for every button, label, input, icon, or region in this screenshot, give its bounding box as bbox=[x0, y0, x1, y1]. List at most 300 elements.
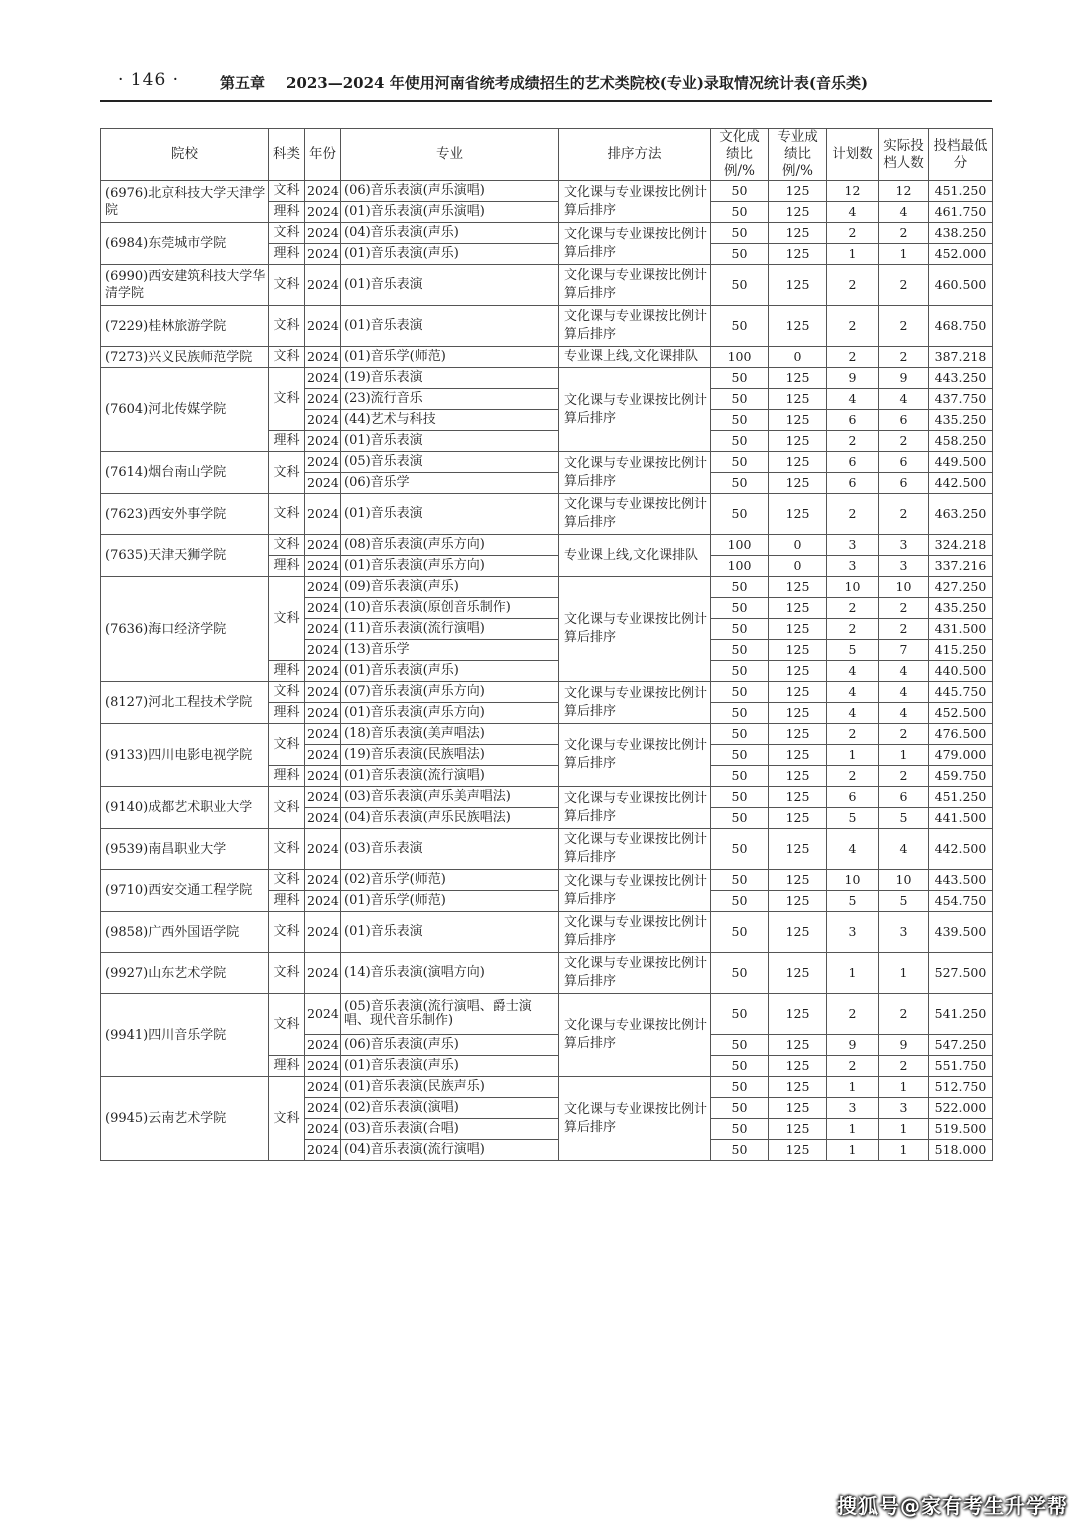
culture-ratio-cell: 50 bbox=[711, 682, 769, 703]
table-row bbox=[101, 368, 993, 389]
major-ratio-cell: 125 bbox=[769, 1098, 827, 1119]
year-cell: 2024 bbox=[305, 202, 341, 223]
subject-cell: 理科 bbox=[269, 431, 305, 452]
actual-count-cell: 4 bbox=[879, 703, 929, 724]
year-cell: 2024 bbox=[305, 953, 341, 994]
culture-ratio-cell: 50 bbox=[711, 953, 769, 994]
major-ratio-cell: 125 bbox=[769, 766, 827, 787]
major-ratio-cell: 125 bbox=[769, 994, 827, 1035]
plan-count-cell: 4 bbox=[827, 703, 879, 724]
year-cell: 2024 bbox=[305, 535, 341, 556]
plan-count-cell: 4 bbox=[827, 682, 879, 703]
major-cell: (01)音乐表演(声乐方向) bbox=[341, 703, 559, 724]
subject-cell: 文科 bbox=[269, 1077, 305, 1161]
year-cell: 2024 bbox=[305, 703, 341, 724]
plan-count-cell: 1 bbox=[827, 1140, 879, 1161]
major-cell: (03)音乐表演 bbox=[341, 829, 559, 870]
subject-cell: 文科 bbox=[269, 953, 305, 994]
actual-count-cell: 6 bbox=[879, 787, 929, 808]
min-score-cell: 435.250 bbox=[929, 598, 993, 619]
sort-method-cell: 文化课与专业课按比例计算后排序 bbox=[559, 306, 711, 347]
major-ratio-cell: 125 bbox=[769, 1119, 827, 1140]
year-cell: 2024 bbox=[305, 389, 341, 410]
major-ratio-cell: 125 bbox=[769, 598, 827, 619]
major-cell: (05)音乐表演(流行演唱、爵士演唱、现代音乐制作) bbox=[341, 994, 559, 1035]
actual-count-cell: 4 bbox=[879, 661, 929, 682]
major-ratio-cell: 125 bbox=[769, 787, 827, 808]
major-cell: (01)音乐表演(声乐演唱) bbox=[341, 202, 559, 223]
subject-cell: 文科 bbox=[269, 181, 305, 202]
culture-ratio-cell: 50 bbox=[711, 891, 769, 912]
actual-count-cell: 1 bbox=[879, 1077, 929, 1098]
culture-ratio-cell: 50 bbox=[711, 787, 769, 808]
page-number: · 146 · bbox=[118, 70, 180, 90]
plan-count-cell: 9 bbox=[827, 368, 879, 389]
min-score-cell: 435.250 bbox=[929, 410, 993, 431]
plan-count-cell: 3 bbox=[827, 912, 879, 953]
actual-count-cell: 2 bbox=[879, 494, 929, 535]
year-cell: 2024 bbox=[305, 1119, 341, 1140]
sort-method-cell: 文化课与专业课按比例计算后排序 bbox=[559, 265, 711, 306]
year-cell: 2024 bbox=[305, 1098, 341, 1119]
major-cell: (01)音乐学(师范) bbox=[341, 891, 559, 912]
min-score-cell: 387.218 bbox=[929, 347, 993, 368]
major-ratio-cell: 125 bbox=[769, 891, 827, 912]
culture-ratio-cell: 50 bbox=[711, 1056, 769, 1077]
plan-count-cell: 3 bbox=[827, 535, 879, 556]
culture-ratio-cell: 50 bbox=[711, 223, 769, 244]
major-ratio-cell: 125 bbox=[769, 808, 827, 829]
major-cell: (01)音乐表演(民族声乐) bbox=[341, 1077, 559, 1098]
major-cell: (01)音乐表演(声乐方向) bbox=[341, 556, 559, 577]
watermark-text: 搜狐号@家有考生升学帮 bbox=[837, 1494, 1068, 1518]
culture-ratio-cell: 50 bbox=[711, 703, 769, 724]
plan-count-cell: 2 bbox=[827, 1056, 879, 1077]
year-cell: 2024 bbox=[305, 1035, 341, 1056]
subject-cell: 文科 bbox=[269, 870, 305, 891]
plan-count-cell: 4 bbox=[827, 202, 879, 223]
min-score-cell: 451.250 bbox=[929, 181, 993, 202]
actual-count-cell: 1 bbox=[879, 1140, 929, 1161]
subject-cell: 文科 bbox=[269, 452, 305, 494]
year-cell: 2024 bbox=[305, 829, 341, 870]
major-ratio-cell: 125 bbox=[769, 202, 827, 223]
sort-method-cell: 文化课与专业课按比例计算后排序 bbox=[559, 994, 711, 1077]
min-score-cell: 454.750 bbox=[929, 891, 993, 912]
plan-count-cell: 3 bbox=[827, 1098, 879, 1119]
year-cell: 2024 bbox=[305, 994, 341, 1035]
plan-count-cell: 2 bbox=[827, 265, 879, 306]
plan-count-cell: 4 bbox=[827, 829, 879, 870]
actual-count-cell: 2 bbox=[879, 1056, 929, 1077]
chapter-label: 第五章 bbox=[220, 74, 266, 92]
major-cell: (03)音乐表演(合唱) bbox=[341, 1119, 559, 1140]
actual-count-cell: 2 bbox=[879, 223, 929, 244]
min-score-cell: 518.000 bbox=[929, 1140, 993, 1161]
actual-count-cell: 2 bbox=[879, 724, 929, 745]
plan-count-cell: 2 bbox=[827, 994, 879, 1035]
actual-count-cell: 2 bbox=[879, 598, 929, 619]
plan-count-cell: 5 bbox=[827, 808, 879, 829]
year-cell: 2024 bbox=[305, 912, 341, 953]
year-cell: 2024 bbox=[305, 431, 341, 452]
subject-cell: 文科 bbox=[269, 912, 305, 953]
major-cell: (04)音乐表演(声乐民族唱法) bbox=[341, 808, 559, 829]
year-cell: 2024 bbox=[305, 265, 341, 306]
actual-count-cell: 1 bbox=[879, 953, 929, 994]
plan-count-cell: 10 bbox=[827, 870, 879, 891]
major-cell: (07)音乐表演(声乐方向) bbox=[341, 682, 559, 703]
table-row bbox=[101, 347, 993, 368]
min-score-cell: 459.750 bbox=[929, 766, 993, 787]
culture-ratio-cell: 50 bbox=[711, 640, 769, 661]
culture-ratio-cell: 50 bbox=[711, 808, 769, 829]
culture-ratio-cell: 100 bbox=[711, 556, 769, 577]
culture-ratio-cell: 50 bbox=[711, 870, 769, 891]
actual-count-cell: 4 bbox=[879, 389, 929, 410]
major-cell: (11)音乐表演(流行演唱) bbox=[341, 619, 559, 640]
culture-ratio-cell: 50 bbox=[711, 1098, 769, 1119]
major-ratio-cell: 0 bbox=[769, 535, 827, 556]
actual-count-cell: 6 bbox=[879, 473, 929, 494]
col-header-major: 专业 bbox=[341, 129, 559, 181]
table-body bbox=[101, 181, 993, 1161]
actual-count-cell: 2 bbox=[879, 306, 929, 347]
year-cell: 2024 bbox=[305, 661, 341, 682]
culture-ratio-cell: 50 bbox=[711, 1035, 769, 1056]
major-ratio-cell: 125 bbox=[769, 306, 827, 347]
subject-cell: 理科 bbox=[269, 703, 305, 724]
major-cell: (10)音乐表演(原创音乐制作) bbox=[341, 598, 559, 619]
major-ratio-cell: 125 bbox=[769, 724, 827, 745]
plan-count-cell: 2 bbox=[827, 598, 879, 619]
major-ratio-cell: 125 bbox=[769, 368, 827, 389]
major-ratio-cell: 125 bbox=[769, 619, 827, 640]
major-cell: (09)音乐表演(声乐) bbox=[341, 577, 559, 598]
actual-count-cell: 5 bbox=[879, 891, 929, 912]
culture-ratio-cell: 50 bbox=[711, 410, 769, 431]
col-header-year: 年份 bbox=[305, 129, 341, 181]
year-cell: 2024 bbox=[305, 619, 341, 640]
subject-cell: 文科 bbox=[269, 577, 305, 661]
actual-count-cell: 12 bbox=[879, 181, 929, 202]
report-title: 2023—2024 年使用河南省统考成绩招生的艺术类院校(专业)录取情况统计表(音乐类) bbox=[286, 74, 869, 92]
culture-ratio-cell: 50 bbox=[711, 202, 769, 223]
major-cell: (01)音乐表演 bbox=[341, 431, 559, 452]
year-cell: 2024 bbox=[305, 473, 341, 494]
table-row bbox=[101, 870, 993, 891]
major-cell: (01)音乐表演(声乐) bbox=[341, 1056, 559, 1077]
culture-ratio-cell: 50 bbox=[711, 306, 769, 347]
col-header-plan: 计划数 bbox=[827, 129, 879, 181]
sort-method-cell: 文化课与专业课按比例计算后排序 bbox=[559, 181, 711, 223]
plan-count-cell: 2 bbox=[827, 724, 879, 745]
school-cell: (7614)烟台南山学院 bbox=[101, 452, 269, 494]
major-cell: (01)音乐表演 bbox=[341, 306, 559, 347]
major-cell: (05)音乐表演 bbox=[341, 452, 559, 473]
year-cell: 2024 bbox=[305, 1056, 341, 1077]
culture-ratio-cell: 50 bbox=[711, 389, 769, 410]
major-cell: (08)音乐表演(声乐方向) bbox=[341, 535, 559, 556]
table-row bbox=[101, 1077, 993, 1098]
min-score-cell: 431.500 bbox=[929, 619, 993, 640]
culture-ratio-cell: 50 bbox=[711, 745, 769, 766]
plan-count-cell: 10 bbox=[827, 577, 879, 598]
plan-count-cell: 6 bbox=[827, 473, 879, 494]
actual-count-cell: 3 bbox=[879, 1098, 929, 1119]
sort-method-cell: 文化课与专业课按比例计算后排序 bbox=[559, 829, 711, 870]
school-cell: (9539)南昌职业大学 bbox=[101, 829, 269, 870]
major-cell: (01)音乐表演 bbox=[341, 494, 559, 535]
col-header-school: 院校 bbox=[101, 129, 269, 181]
min-score-cell: 443.250 bbox=[929, 368, 993, 389]
major-ratio-cell: 125 bbox=[769, 953, 827, 994]
major-cell: (14)音乐表演(演唱方向) bbox=[341, 953, 559, 994]
table-row bbox=[101, 912, 993, 953]
min-score-cell: 458.250 bbox=[929, 431, 993, 452]
min-score-cell: 463.250 bbox=[929, 494, 993, 535]
table-row bbox=[101, 829, 993, 870]
sort-method-cell: 文化课与专业课按比例计算后排序 bbox=[559, 912, 711, 953]
culture-ratio-cell: 50 bbox=[711, 265, 769, 306]
plan-count-cell: 2 bbox=[827, 347, 879, 368]
plan-count-cell: 1 bbox=[827, 1119, 879, 1140]
culture-ratio-cell: 50 bbox=[711, 661, 769, 682]
plan-count-cell: 6 bbox=[827, 787, 879, 808]
school-cell: (7273)兴义民族师范学院 bbox=[101, 347, 269, 368]
plan-count-cell: 5 bbox=[827, 891, 879, 912]
culture-ratio-cell: 50 bbox=[711, 1077, 769, 1098]
major-cell: (01)音乐表演(流行演唱) bbox=[341, 766, 559, 787]
plan-count-cell: 5 bbox=[827, 640, 879, 661]
table-row bbox=[101, 577, 993, 598]
major-cell: (06)音乐学 bbox=[341, 473, 559, 494]
culture-ratio-cell: 50 bbox=[711, 766, 769, 787]
school-cell: (6984)东莞城市学院 bbox=[101, 223, 269, 265]
subject-cell: 理科 bbox=[269, 556, 305, 577]
school-cell: (9945)云南艺术学院 bbox=[101, 1077, 269, 1161]
major-ratio-cell: 125 bbox=[769, 703, 827, 724]
culture-ratio-cell: 50 bbox=[711, 619, 769, 640]
major-cell: (18)音乐表演(美声唱法) bbox=[341, 724, 559, 745]
plan-count-cell: 2 bbox=[827, 619, 879, 640]
major-ratio-cell: 125 bbox=[769, 494, 827, 535]
subject-cell: 理科 bbox=[269, 891, 305, 912]
plan-count-cell: 2 bbox=[827, 306, 879, 347]
major-ratio-cell: 125 bbox=[769, 912, 827, 953]
subject-cell: 理科 bbox=[269, 1056, 305, 1077]
year-cell: 2024 bbox=[305, 556, 341, 577]
major-cell: (01)音乐表演(声乐) bbox=[341, 661, 559, 682]
actual-count-cell: 2 bbox=[879, 619, 929, 640]
sort-method-cell: 文化课与专业课按比例计算后排序 bbox=[559, 682, 711, 724]
year-cell: 2024 bbox=[305, 577, 341, 598]
major-ratio-cell: 0 bbox=[769, 347, 827, 368]
actual-count-cell: 6 bbox=[879, 452, 929, 473]
min-score-cell: 441.500 bbox=[929, 808, 993, 829]
min-score-cell: 522.000 bbox=[929, 1098, 993, 1119]
min-score-cell: 541.250 bbox=[929, 994, 993, 1035]
year-cell: 2024 bbox=[305, 682, 341, 703]
sort-method-cell: 专业课上线,文化课排队 bbox=[559, 347, 711, 368]
culture-ratio-cell: 50 bbox=[711, 912, 769, 953]
year-cell: 2024 bbox=[305, 452, 341, 473]
culture-ratio-cell: 50 bbox=[711, 577, 769, 598]
col-header-min-score: 投档最低分 bbox=[929, 129, 993, 181]
year-cell: 2024 bbox=[305, 808, 341, 829]
col-header-culture-ratio: 文化成绩比例/% bbox=[711, 129, 769, 181]
year-cell: 2024 bbox=[305, 870, 341, 891]
major-cell: (19)音乐表演(民族唱法) bbox=[341, 745, 559, 766]
year-cell: 2024 bbox=[305, 1140, 341, 1161]
major-ratio-cell: 125 bbox=[769, 181, 827, 202]
min-score-cell: 439.500 bbox=[929, 912, 993, 953]
plan-count-cell: 6 bbox=[827, 452, 879, 473]
min-score-cell: 440.500 bbox=[929, 661, 993, 682]
actual-count-cell: 4 bbox=[879, 682, 929, 703]
school-cell: (9858)广西外国语学院 bbox=[101, 912, 269, 953]
major-ratio-cell: 125 bbox=[769, 265, 827, 306]
actual-count-cell: 4 bbox=[879, 202, 929, 223]
min-score-cell: 512.750 bbox=[929, 1077, 993, 1098]
table-row bbox=[101, 787, 993, 808]
school-cell: (7623)西安外事学院 bbox=[101, 494, 269, 535]
table-row bbox=[101, 306, 993, 347]
major-cell: (04)音乐表演(流行演唱) bbox=[341, 1140, 559, 1161]
plan-count-cell: 1 bbox=[827, 745, 879, 766]
min-score-cell: 547.250 bbox=[929, 1035, 993, 1056]
culture-ratio-cell: 50 bbox=[711, 181, 769, 202]
plan-count-cell: 4 bbox=[827, 389, 879, 410]
table-row bbox=[101, 452, 993, 473]
culture-ratio-cell: 50 bbox=[711, 1119, 769, 1140]
min-score-cell: 437.750 bbox=[929, 389, 993, 410]
year-cell: 2024 bbox=[305, 494, 341, 535]
plan-count-cell: 2 bbox=[827, 431, 879, 452]
min-score-cell: 479.000 bbox=[929, 745, 993, 766]
culture-ratio-cell: 50 bbox=[711, 494, 769, 535]
year-cell: 2024 bbox=[305, 306, 341, 347]
year-cell: 2024 bbox=[305, 598, 341, 619]
min-score-cell: 442.500 bbox=[929, 829, 993, 870]
min-score-cell: 452.000 bbox=[929, 244, 993, 265]
major-ratio-cell: 125 bbox=[769, 410, 827, 431]
table-row bbox=[101, 535, 993, 556]
min-score-cell: 551.750 bbox=[929, 1056, 993, 1077]
min-score-cell: 438.250 bbox=[929, 223, 993, 244]
table-row bbox=[101, 265, 993, 306]
min-score-cell: 452.500 bbox=[929, 703, 993, 724]
culture-ratio-cell: 50 bbox=[711, 829, 769, 870]
sort-method-cell: 文化课与专业课按比例计算后排序 bbox=[559, 577, 711, 682]
sort-method-cell: 文化课与专业课按比例计算后排序 bbox=[559, 368, 711, 452]
culture-ratio-cell: 50 bbox=[711, 431, 769, 452]
school-cell: (9140)成都艺术职业大学 bbox=[101, 787, 269, 829]
culture-ratio-cell: 50 bbox=[711, 724, 769, 745]
min-score-cell: 461.750 bbox=[929, 202, 993, 223]
major-ratio-cell: 125 bbox=[769, 745, 827, 766]
culture-ratio-cell: 50 bbox=[711, 368, 769, 389]
actual-count-cell: 10 bbox=[879, 577, 929, 598]
sort-method-cell: 文化课与专业课按比例计算后排序 bbox=[559, 1077, 711, 1161]
subject-cell: 文科 bbox=[269, 535, 305, 556]
plan-count-cell: 12 bbox=[827, 181, 879, 202]
plan-count-cell: 1 bbox=[827, 953, 879, 994]
min-score-cell: 415.250 bbox=[929, 640, 993, 661]
plan-count-cell: 9 bbox=[827, 1035, 879, 1056]
culture-ratio-cell: 50 bbox=[711, 1140, 769, 1161]
major-ratio-cell: 125 bbox=[769, 682, 827, 703]
culture-ratio-cell: 100 bbox=[711, 535, 769, 556]
major-ratio-cell: 125 bbox=[769, 431, 827, 452]
col-header-major-ratio: 专业成绩比例/% bbox=[769, 129, 827, 181]
min-score-cell: 527.500 bbox=[929, 953, 993, 994]
plan-count-cell: 3 bbox=[827, 556, 879, 577]
subject-cell: 文科 bbox=[269, 994, 305, 1056]
major-ratio-cell: 125 bbox=[769, 1035, 827, 1056]
year-cell: 2024 bbox=[305, 787, 341, 808]
major-ratio-cell: 125 bbox=[769, 244, 827, 265]
subject-cell: 文科 bbox=[269, 724, 305, 766]
col-header-actual: 实际投档人数 bbox=[879, 129, 929, 181]
major-ratio-cell: 125 bbox=[769, 389, 827, 410]
subject-cell: 文科 bbox=[269, 682, 305, 703]
major-cell: (01)音乐表演 bbox=[341, 265, 559, 306]
subject-cell: 文科 bbox=[269, 368, 305, 431]
plan-count-cell: 2 bbox=[827, 494, 879, 535]
actual-count-cell: 1 bbox=[879, 244, 929, 265]
major-cell: (23)流行音乐 bbox=[341, 389, 559, 410]
plan-count-cell: 2 bbox=[827, 766, 879, 787]
min-score-cell: 468.750 bbox=[929, 306, 993, 347]
major-cell: (01)音乐学(师范) bbox=[341, 347, 559, 368]
plan-count-cell: 4 bbox=[827, 661, 879, 682]
school-cell: (9710)西安交通工程学院 bbox=[101, 870, 269, 912]
subject-cell: 文科 bbox=[269, 265, 305, 306]
min-score-cell: 451.250 bbox=[929, 787, 993, 808]
year-cell: 2024 bbox=[305, 181, 341, 202]
major-ratio-cell: 0 bbox=[769, 556, 827, 577]
culture-ratio-cell: 50 bbox=[711, 452, 769, 473]
actual-count-cell: 1 bbox=[879, 1119, 929, 1140]
major-ratio-cell: 125 bbox=[769, 1077, 827, 1098]
major-ratio-cell: 125 bbox=[769, 870, 827, 891]
table-row bbox=[101, 181, 993, 202]
sort-method-cell: 文化课与专业课按比例计算后排序 bbox=[559, 452, 711, 494]
min-score-cell: 445.750 bbox=[929, 682, 993, 703]
actual-count-cell: 3 bbox=[879, 556, 929, 577]
subject-cell: 文科 bbox=[269, 223, 305, 244]
min-score-cell: 427.250 bbox=[929, 577, 993, 598]
subject-cell: 理科 bbox=[269, 661, 305, 682]
school-cell: (9941)四川音乐学院 bbox=[101, 994, 269, 1077]
culture-ratio-cell: 50 bbox=[711, 244, 769, 265]
actual-count-cell: 2 bbox=[879, 265, 929, 306]
actual-count-cell: 9 bbox=[879, 1035, 929, 1056]
table-header-row bbox=[101, 129, 993, 181]
school-cell: (9927)山东艺术学院 bbox=[101, 953, 269, 994]
actual-count-cell: 4 bbox=[879, 829, 929, 870]
year-cell: 2024 bbox=[305, 745, 341, 766]
school-cell: (6990)西安建筑科技大学华清学院 bbox=[101, 265, 269, 306]
major-ratio-cell: 125 bbox=[769, 473, 827, 494]
major-ratio-cell: 125 bbox=[769, 452, 827, 473]
sort-method-cell: 文化课与专业课按比例计算后排序 bbox=[559, 494, 711, 535]
table-row bbox=[101, 682, 993, 703]
plan-count-cell: 6 bbox=[827, 410, 879, 431]
year-cell: 2024 bbox=[305, 244, 341, 265]
actual-count-cell: 2 bbox=[879, 347, 929, 368]
